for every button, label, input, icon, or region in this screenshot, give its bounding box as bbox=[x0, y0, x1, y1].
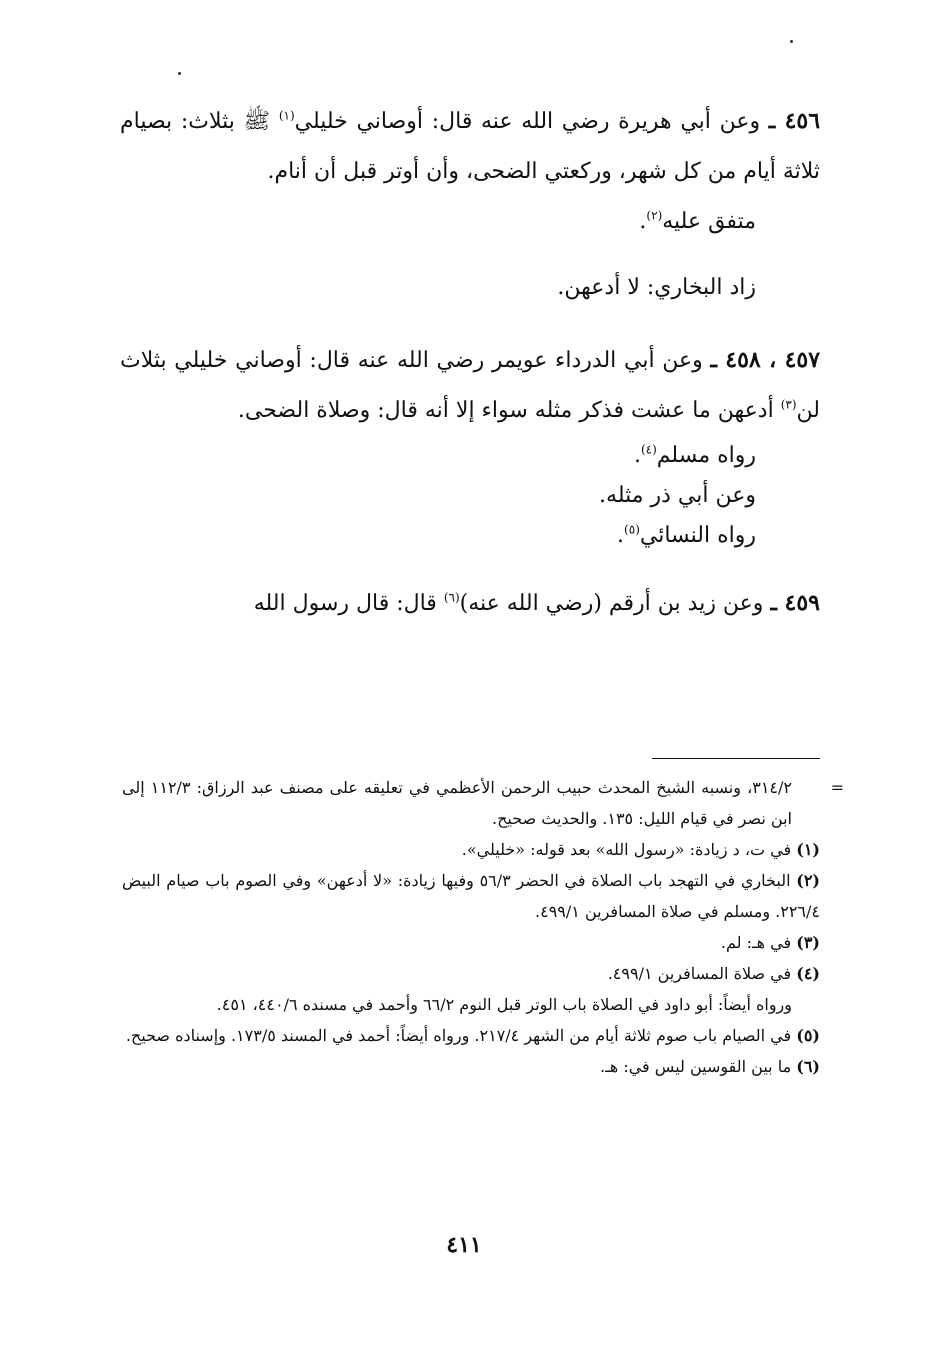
footnote-4-extra: ورواه أيضاً: أبو داود في الصلاة باب الوتر قبل النوم ٦٦/٢ وأحمد في مسنده ٤٤٠/٦، ٤٥١. bbox=[216, 995, 792, 1014]
hadith-456-text-2: بثلاث: بصيام ثلاثة أيام من كل شهر، وركعتي الضحى، وأن أوتر قبل أن أنام. bbox=[120, 109, 820, 184]
footnote-separator bbox=[652, 758, 820, 759]
footnote-5: (٥) في الصيام باب صوم ثلاثة أيام من الشهر ٢١٧/٤. ورواه أيضاً: أحمد في المسند ١٧٣/٥. وإسناده صحيح. bbox=[125, 1026, 820, 1045]
footnote-ref-6: (٦) bbox=[443, 590, 460, 605]
hadith-457-text-2: أدعهن ما عشت فذكر مثله سواء إلا أنه قال: وصلاة الضحى. bbox=[237, 398, 774, 423]
footnote-1: (١) في ت، د زيادة: «رسول الله» بعد قوله: «خليلي». bbox=[461, 840, 820, 859]
salawat-honorific: ﷺ bbox=[243, 109, 271, 134]
footnote-ref-1: (١) bbox=[278, 108, 295, 123]
footnote-4: (٤) في صلاة المسافرين ٤٩٩/١. bbox=[607, 964, 820, 983]
footnote-6: (٦) ما بين القوسين ليس في: هـ. bbox=[600, 1057, 820, 1076]
page-number: ٤١١ bbox=[446, 1232, 482, 1258]
hadith-456-addition: زاد البخاري: لا أدعهن. bbox=[557, 275, 756, 300]
footnote-ref-5: (٥) bbox=[624, 522, 640, 537]
footnote-ref-3: (٣) bbox=[780, 397, 797, 412]
continuation-mark: = bbox=[830, 778, 844, 797]
hadith-457-source-2: رواه النسائي$^{(٥)}$. bbox=[617, 522, 756, 548]
scan-speck bbox=[178, 72, 181, 75]
hadith-457-number: ٤٥٧ ، ٤٥٨ ـ bbox=[710, 347, 821, 373]
footnotes bbox=[122, 772, 844, 1082]
hadith-459-text-1: وعن زيد بن أرقم (رضي الله عنه) bbox=[459, 591, 764, 616]
footnote-ref-4: (٤) bbox=[640, 442, 657, 457]
hadith-456-opening bbox=[120, 96, 820, 197]
footnote-ref-2: (٢) bbox=[646, 208, 663, 223]
hadith-459-text-2: قال: قال رسول الله bbox=[253, 591, 437, 616]
hadith-459-number: ٤٥٩ ـ bbox=[770, 590, 820, 616]
hadith-456-number: ٤٥٦ ـ bbox=[768, 108, 821, 134]
main-text bbox=[120, 96, 820, 629]
hadith-457-text-1: وعن أبي الدرداء عويمر رضي الله عنه قال: أوصاني خليلي بثلاث لن bbox=[120, 348, 820, 423]
hadith-456-text-1: وعن أبي هريرة رضي الله عنه قال: أوصاني خليلي bbox=[294, 109, 761, 134]
footnote-continuation: = ٣١٤/٢، ونسبه الشيخ المحدث حبيب الرحمن الأعظمي في تعليقه على مصنف عبد الرزاق: ١١٢/٣ إلى ابن نصر في قيام الليل: ١٣٥. والحديث صحيح. bbox=[122, 772, 820, 834]
footnote-2: (٢) البخاري في التهجد باب الصلاة في الحضر ٥٦/٣ وفيها زيادة: «لا أدعهن» وفي الصوم باب صيام البيض ٢٢٦/٤. ومسلم في صلاة المسافرين ٤٩٩/١. bbox=[122, 871, 820, 921]
hadith-459-opening bbox=[120, 578, 820, 629]
hadith-456-source: متفق عليه$^{(٢)}$. bbox=[639, 208, 756, 234]
footnote-3: (٣) في هـ: لم. bbox=[720, 933, 820, 952]
hadith-457-opening bbox=[120, 335, 820, 436]
abu-dhar-line: وعن أبي ذر مثله. bbox=[599, 483, 756, 508]
scan-speck bbox=[790, 40, 793, 43]
hadith-457-source-1: رواه مسلم$^{(٤)}$. bbox=[633, 442, 756, 468]
